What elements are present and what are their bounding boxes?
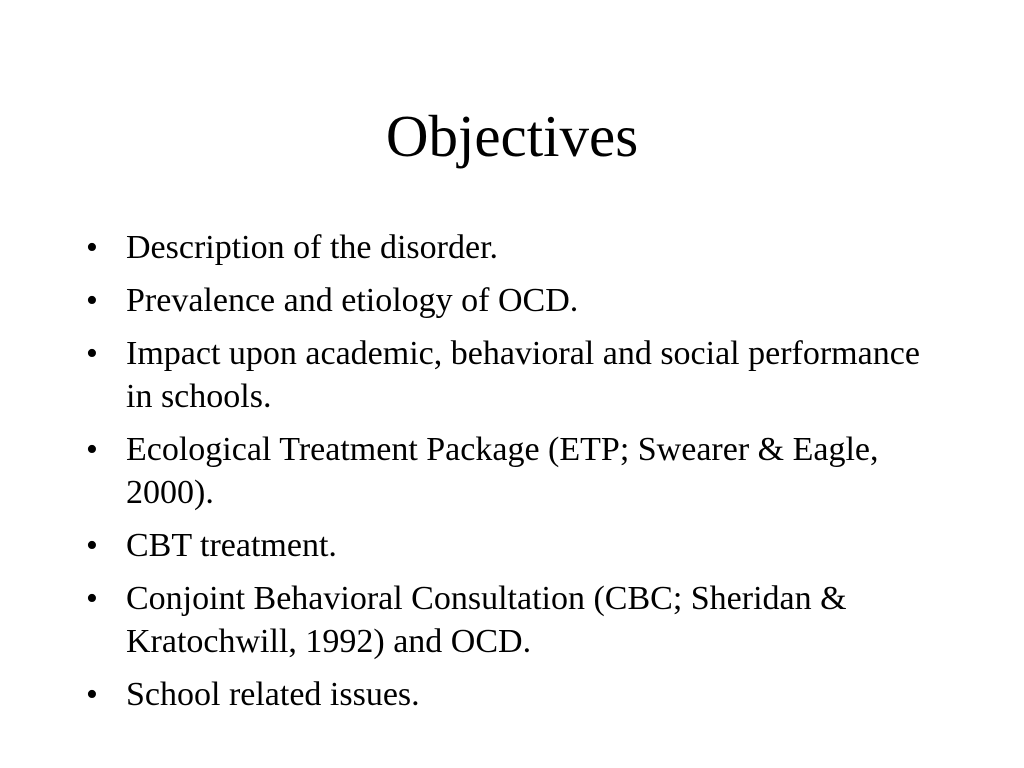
- bullet-text: School related issues.: [126, 676, 420, 713]
- bullet-marker: •: [86, 676, 98, 713]
- bullet-item-cbc: [86, 577, 946, 663]
- slide-title: Objectives: [385, 103, 639, 169]
- bullet-text: Conjoint Behavioral Consultation (CBC; Sheridan & Kratochwill, 1992) and OCD.: [126, 580, 847, 660]
- bullet-list: [86, 226, 946, 726]
- bullet-marker: •: [86, 335, 98, 372]
- bullet-text: Description of the disorder.: [126, 229, 499, 266]
- bullet-item-school-issues: [86, 673, 946, 716]
- bullet-item-description: [86, 226, 946, 269]
- bullet-marker: •: [86, 282, 98, 319]
- bullet-text: Prevalence and etiology of OCD.: [126, 282, 579, 319]
- bullet-text: CBT treatment.: [126, 527, 337, 564]
- bullet-marker: •: [86, 527, 98, 564]
- bullet-marker: •: [86, 229, 98, 266]
- bullet-item-prevalence: [86, 279, 946, 322]
- bullet-marker: •: [86, 431, 98, 468]
- bullet-text: Impact upon academic, behavioral and social performance in schools.: [126, 335, 920, 415]
- bullet-marker: •: [86, 580, 98, 617]
- bullet-item-cbt: [86, 524, 946, 567]
- bullet-text: Ecological Treatment Package (ETP; Swearer & Eagle, 2000).: [126, 431, 879, 511]
- bullet-item-etp: [86, 428, 946, 514]
- bullet-item-impact: [86, 332, 946, 418]
